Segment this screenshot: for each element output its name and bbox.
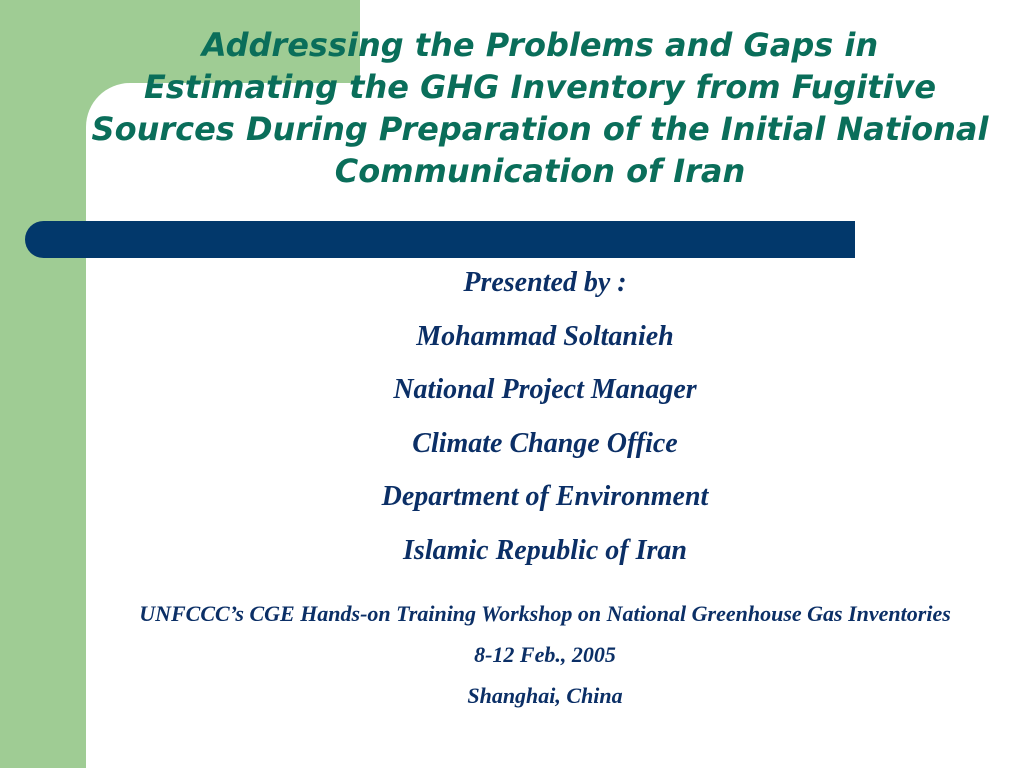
presenter-office: Climate Change Office: [412, 427, 678, 459]
title-line: Communication of Iran: [334, 152, 746, 190]
title-line: Sources During Preparation of the Initial National: [91, 110, 989, 148]
event-block: [105, 597, 985, 712]
event-name: UNFCCC’s CGE Hands-on Training Workshop on National Greenhouse Gas Inventories: [139, 601, 951, 626]
presenter-department: Department of Environment: [381, 481, 709, 512]
presenter-block: [200, 256, 890, 577]
title-line: Addressing the Problems and Gaps in: [201, 26, 879, 64]
event-dates: 8-12 Feb., 2005: [474, 642, 616, 667]
presenter-name: Mohammad Soltanieh: [416, 320, 674, 352]
presenter-country: Islamic Republic of Iran: [403, 534, 687, 566]
title-line: Estimating the GHG Inventory from Fugitive: [143, 68, 937, 106]
presenter-role: National Project Manager: [393, 374, 697, 405]
event-location: Shanghai, China: [467, 683, 623, 708]
presented-by-heading: Presented by :: [463, 267, 627, 298]
slide-title: [40, 24, 1024, 192]
navy-divider-bar: [25, 221, 855, 258]
